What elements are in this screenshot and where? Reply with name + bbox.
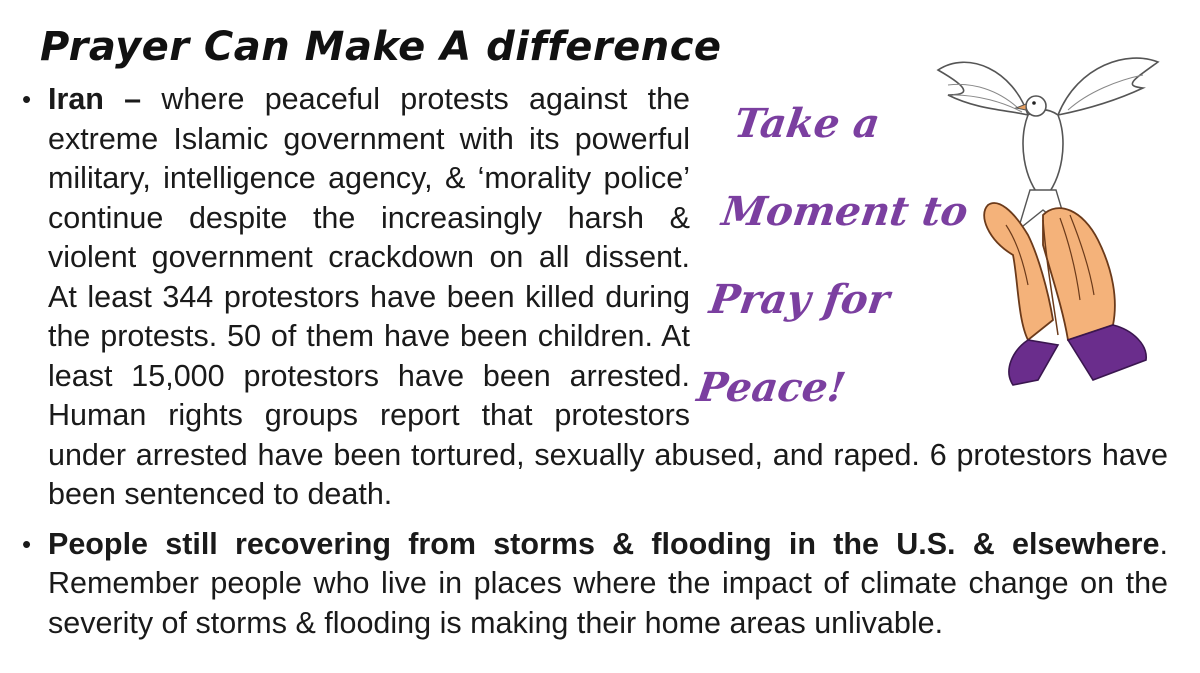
item-body: where peaceful protests against the extreme Islamic government with its powerful military, intelligence agency, & ‘morality police’ continue despite the increasingly harsh & violent government crackdown on all dissent. At least 344 protestors have been killed during the protests. 50 of them have been children. At least 15,000 protestors have been arrested. Human rights groups report that protestors under arrested have been tortured, sexually abused, and raped. 6 protestors have been sentenced to death.	[48, 82, 1168, 511]
item-heading: Iran –	[48, 82, 142, 116]
side-text-line-4: Peace!	[694, 364, 849, 411]
page-title: Prayer Can Make A difference	[40, 24, 722, 70]
item-body: . Remember people who live in places where the impact of climate change on the severity of storms & flooding is making their home areas unlivable.	[48, 526, 1168, 640]
bullet-icon: •	[22, 528, 32, 559]
side-text-line-1: Take a	[731, 100, 883, 147]
list-item-storms	[18, 525, 1168, 644]
side-text-line-3: Pray for	[706, 276, 893, 323]
side-text-line-2: Moment to	[718, 188, 971, 235]
list-item-iran	[18, 80, 1168, 515]
item-heading: People still recovering from storms & flooding in the U.S. & elsewhere	[48, 526, 1160, 561]
bullet-icon: •	[22, 84, 32, 114]
prayer-items-list	[18, 80, 1168, 643]
prayer-list-section	[18, 80, 1168, 653]
